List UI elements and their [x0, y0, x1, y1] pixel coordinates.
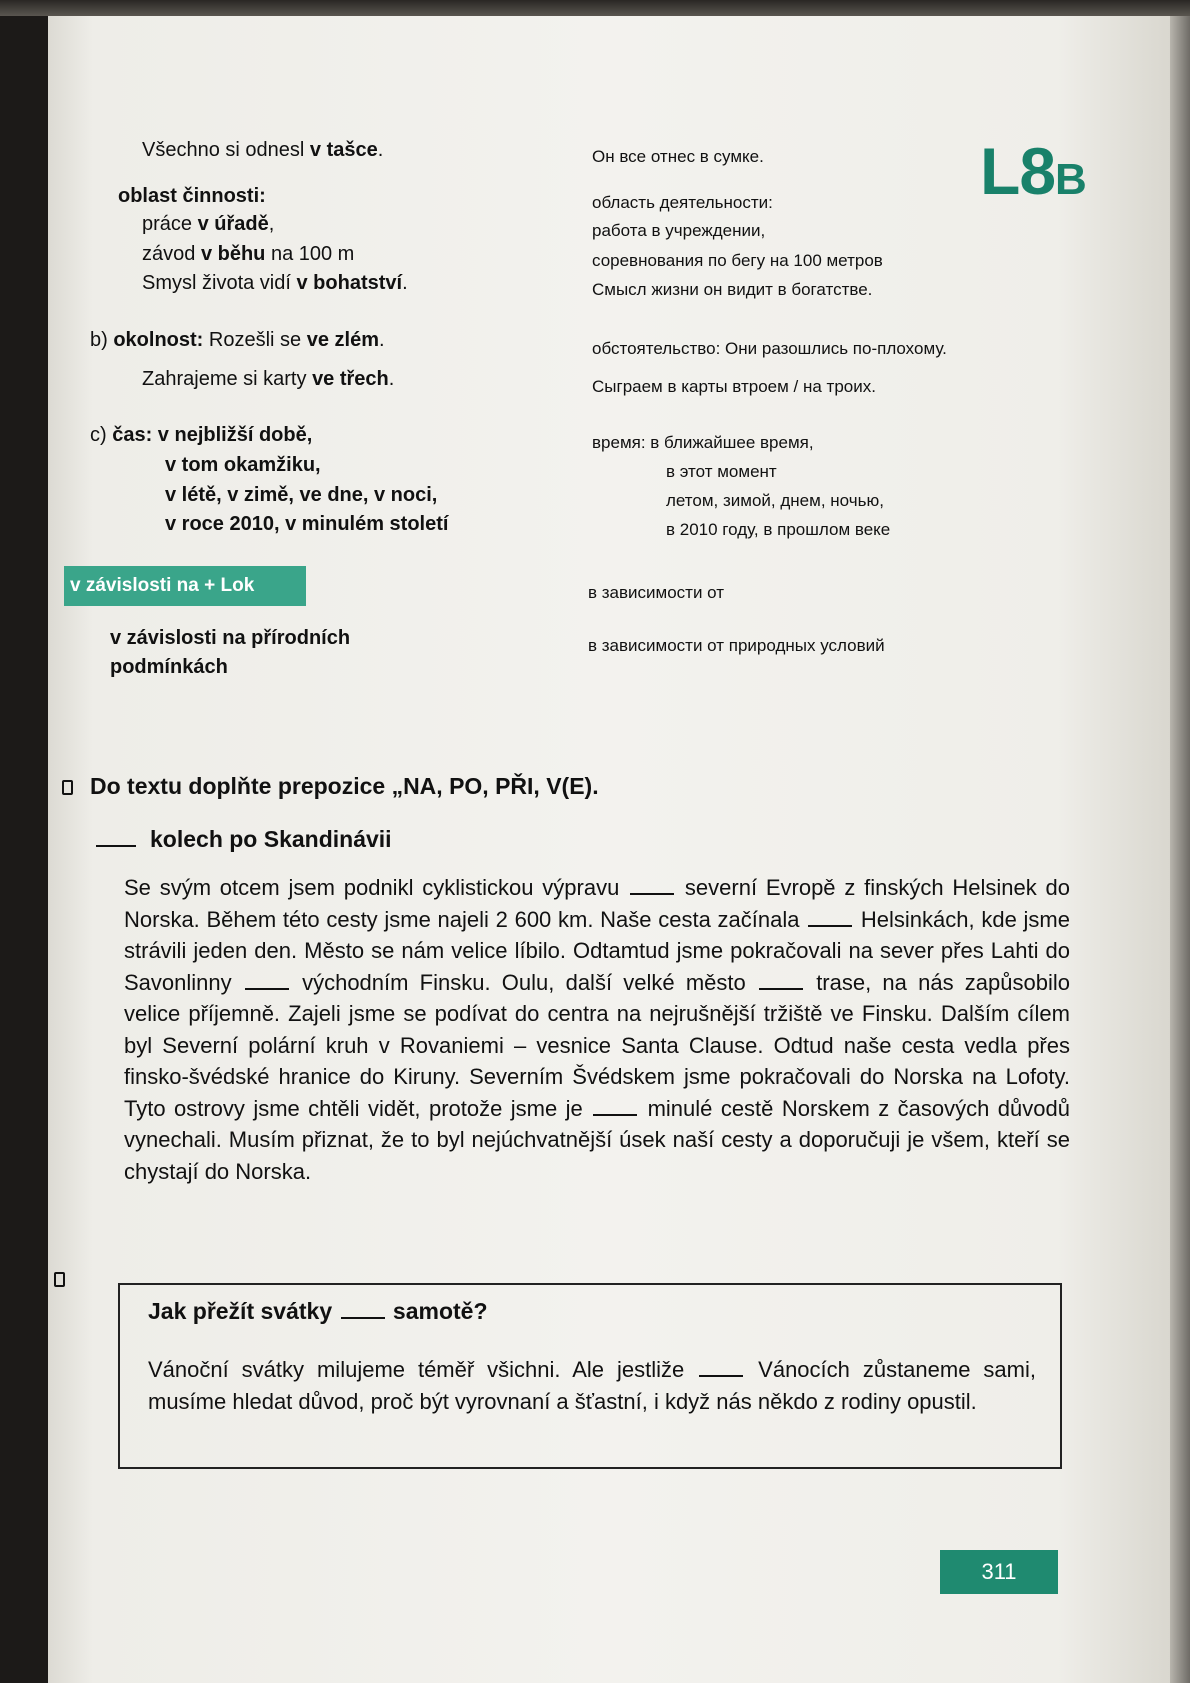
exercise-2-text	[148, 1354, 1036, 1417]
blank-title[interactable]	[96, 827, 136, 847]
lesson-badge-suffix: B	[1055, 155, 1086, 204]
text-tail: .	[402, 272, 408, 294]
time-line-0	[165, 452, 321, 478]
example-row-6-ru: Сыграем в карты втроем / на троих.	[592, 377, 876, 396]
text-plain: Rozešli se	[203, 329, 307, 351]
text-bold: ve zlém	[306, 329, 379, 351]
time-ru-1: в этот момент	[666, 462, 777, 481]
example-row-1-ru: область деятельности:	[592, 193, 773, 212]
example-row-0-ru: Он все отнес в сумке.	[592, 147, 764, 166]
time-ru-2: летом, зимой, днем, ночью,	[666, 491, 884, 510]
example-row-5-cz	[90, 327, 385, 353]
dependency-line-1	[110, 654, 228, 680]
text-tail: na 100 m	[265, 243, 355, 265]
exercise-1-title-text: kolech po Skandinávii	[150, 826, 392, 852]
page-number: 311	[940, 1550, 1058, 1594]
lesson-badge	[980, 134, 1086, 208]
example-row-2-cz	[142, 211, 274, 237]
title-part: samotě?	[392, 1298, 488, 1324]
text-plain: práce	[142, 213, 198, 235]
time-ru-0: время: в ближайшее время,	[592, 433, 814, 452]
lesson-badge-text: L8	[980, 134, 1056, 208]
exercise-1-instruction: Do textu doplňte prepozice „NA, PO, PŘI, V(E).	[90, 773, 599, 799]
grammar-tag: v závislosti na + Lok	[64, 566, 306, 606]
text-plain: Smysl života vidí	[142, 272, 297, 294]
exercise-2-title	[148, 1298, 488, 1325]
text-plain: závod	[142, 243, 201, 265]
text-bold: čas: v nejbližší době,	[112, 424, 313, 446]
text-bold: v tašce	[309, 139, 378, 161]
exercise-1-text	[124, 872, 1070, 1187]
dependency-line-0	[110, 625, 350, 651]
example-row-5-ru: обстоятельство: Они разошлись по-плохому.	[592, 339, 947, 358]
text-segment: trase, na nás zapůsobilo velice příjemně. Zajeli jsme se podívat do centra na nejrušnější tržiště ve Finsku. Dalším cílem byl Severní polární kruh v Rovaniemi – vesnice Santa Clause. Odtud naše cesta vedla přes finsko-švédské hranice do Kiruny. Severním Švédskem jsme pokračovali do Norska na Lofoty. Tyto ostrovy jsme chtěli vidět, protože jsme je	[124, 969, 1070, 1121]
text-segment: minulé cestě Norskem z časových důvodů vynechali. Musím přiznat, že to byl nejúchvatnější úsek naší cesty a doporučuji je všem, kteří se chystají do Norska.	[124, 1095, 1070, 1184]
text-tail: .	[388, 368, 395, 390]
text-segment: východním Finsku. Oulu, další velké město	[302, 969, 746, 995]
time-ru-3: в 2010 году, в прошлом веке	[666, 520, 891, 539]
blank-1[interactable]	[630, 875, 674, 895]
text-bold: v tom okamžiku,	[165, 454, 321, 476]
text-bold: v roce 2010, v minulém století	[165, 513, 449, 535]
text-segment: severní Evropě z finských Helsinek do Norska. Během této cesty jsme najeli 2 600 km. Naše cesta začínala	[124, 875, 1070, 932]
example-row-3-cz	[142, 241, 354, 267]
blank-6[interactable]	[341, 1299, 385, 1319]
text-bold: ve třech	[312, 368, 389, 390]
text-bold: podmínkách	[110, 656, 228, 678]
list-marker: c)	[90, 424, 113, 446]
text-bold: v létě, v zimě, ve dne, v noci,	[165, 484, 438, 506]
text-segment: Vánoční svátky milujeme téměř všichni. Ale jestliže	[148, 1357, 685, 1382]
dependency-ru: в зависимости от природных условий	[588, 636, 885, 655]
text-bold: v úřadě	[197, 213, 269, 235]
blank-2[interactable]	[808, 907, 852, 927]
text-plain: Zahrajeme si karty	[142, 368, 313, 390]
blank-7[interactable]	[699, 1357, 743, 1377]
text-tail: ,	[268, 213, 275, 235]
time-label	[90, 422, 312, 448]
text-tail: .	[378, 329, 385, 351]
text-bold: v závislosti na přírodních	[110, 627, 351, 649]
blank-4[interactable]	[759, 970, 803, 990]
list-marker: b)	[90, 329, 114, 351]
text-plain: Všechno si odnesl	[142, 139, 310, 161]
text-bold: v bohatství	[296, 272, 403, 294]
exercise-1-title	[94, 826, 392, 853]
time-line-2	[165, 511, 448, 537]
time-line-1	[165, 482, 437, 508]
text-segment: Se svým otcem jsem podnikl cyklistickou výpravu	[124, 875, 620, 900]
example-row-4-ru: Смысл жизни он видит в богатстве.	[592, 280, 873, 299]
text-bold: okolnost:	[113, 329, 204, 351]
book-gutter	[1170, 0, 1190, 1683]
text-segment: Vánocích zůstaneme sami, musíme hledat důvod, proč být vyrovnaní a šťastní, i když nás někdo z rodiny opustil.	[148, 1357, 1036, 1414]
title-part: Jak přežít svátky	[148, 1298, 333, 1324]
exercise-2-checkbox[interactable]	[54, 1272, 65, 1287]
example-row-2-ru: работа в учреждении,	[592, 221, 766, 240]
page-top-edge	[0, 0, 1190, 16]
blank-5[interactable]	[593, 1096, 637, 1116]
text-bold: v běhu	[200, 243, 266, 265]
grammar-tag-ru: в зависимости от	[588, 583, 725, 602]
text-tail: .	[377, 139, 384, 161]
area-label	[118, 183, 266, 209]
example-row-6-cz	[142, 366, 394, 392]
example-row-3-ru: соревнования по бегу на 100 метров	[592, 251, 883, 270]
example-row-4-cz	[142, 270, 408, 296]
text-bold: oblast činnosti:	[118, 185, 266, 207]
blank-3[interactable]	[245, 970, 289, 990]
exercise-1-checkbox[interactable]	[62, 780, 73, 795]
example-row-0-cz	[142, 137, 383, 163]
text-segment: Helsinkách, kde jsme strávili jeden den. Město se nám velice líbilo. Odtamtud jsme pokračovali na sever přes Lahti do Savonlinny	[124, 906, 1070, 995]
